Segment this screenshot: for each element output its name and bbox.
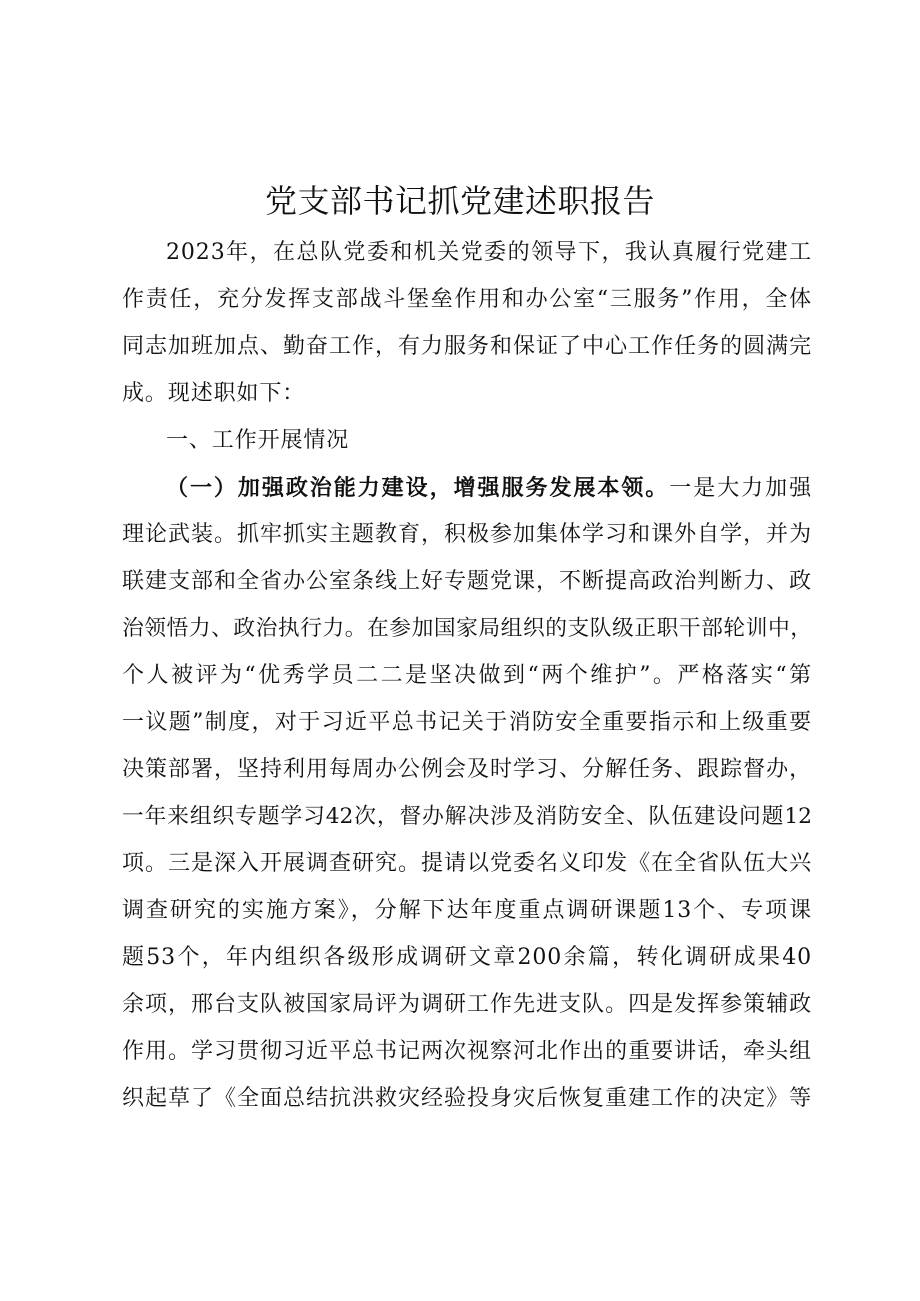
body-line-2: 联建支部和全省办公室条线上好专题党课，不断提高政治判断力、政: [122, 569, 812, 594]
body-line-6: 决策部署，坚持利用每周办公例会及时学习、分解任务、跟踪督办，: [122, 757, 812, 782]
body-line-7: 一年来组织专题学习42次，督办解决涉及消防安全、队伍建设问题12: [122, 804, 812, 829]
body-line-10: 题53个，年内组织各级形成调研文章200余篇，转化调研成果40: [122, 945, 812, 970]
subsection-heading: （一）加强政治能力建设，增强服务发展本领。: [166, 475, 670, 501]
body-line-11: 余项，邢台支队被国家局评为调研工作先进支队。四是发挥参策辅政: [122, 992, 812, 1017]
body-line-1: 理论武装。抓牢抓实主题教育，积极参加集体学习和课外自学，并为: [122, 522, 812, 547]
subsection-first-line-rest: 一是大力加强: [669, 476, 812, 501]
body-line-5: 一议题”制度，对于习近平总书记关于消防安全重要指示和上级重要: [122, 710, 812, 735]
body-line-9: 调查研究的实施方案》，分解下达年度重点调研课题13个、专项课: [122, 898, 812, 923]
body-line-4: 个人被评为“优秀学员二二是坚决做到“两个维护”。严格落实“第: [122, 663, 812, 688]
body-line-3: 治领悟力、政治执行力。在参加国家局组织的支队级正职干部轮训中，: [122, 616, 812, 641]
intro-line-2: 作责任，充分发挥支部战斗堡垒作用和办公室“三服务”作用，全体: [122, 287, 812, 312]
section-heading: 一、工作开展情况: [166, 428, 350, 453]
intro-line-1: 2023年，在总队党委和机关党委的领导下，我认真履行党建工: [166, 240, 812, 265]
intro-line-3: 同志加班加点、勤奋工作，有力服务和保证了中心工作任务的圆满完: [122, 334, 812, 359]
body-line-12: 作用。学习贯彻习近平总书记两次视察河北作出的重要讲话，牵头组: [122, 1039, 812, 1064]
body-line-13: 织起草了《全面总结抗洪救灾经验投身灾后恢复重建工作的决定》等: [122, 1086, 812, 1111]
body-line-8: 项。三是深入开展调查研究。提请以党委名义印发《在全省队伍大兴: [122, 851, 812, 876]
intro-line-4: 成。现述职如下：: [122, 381, 306, 406]
document-title: 党支部书记抓党建述职报告: [264, 182, 655, 220]
subsection-first-line: [166, 473, 812, 504]
